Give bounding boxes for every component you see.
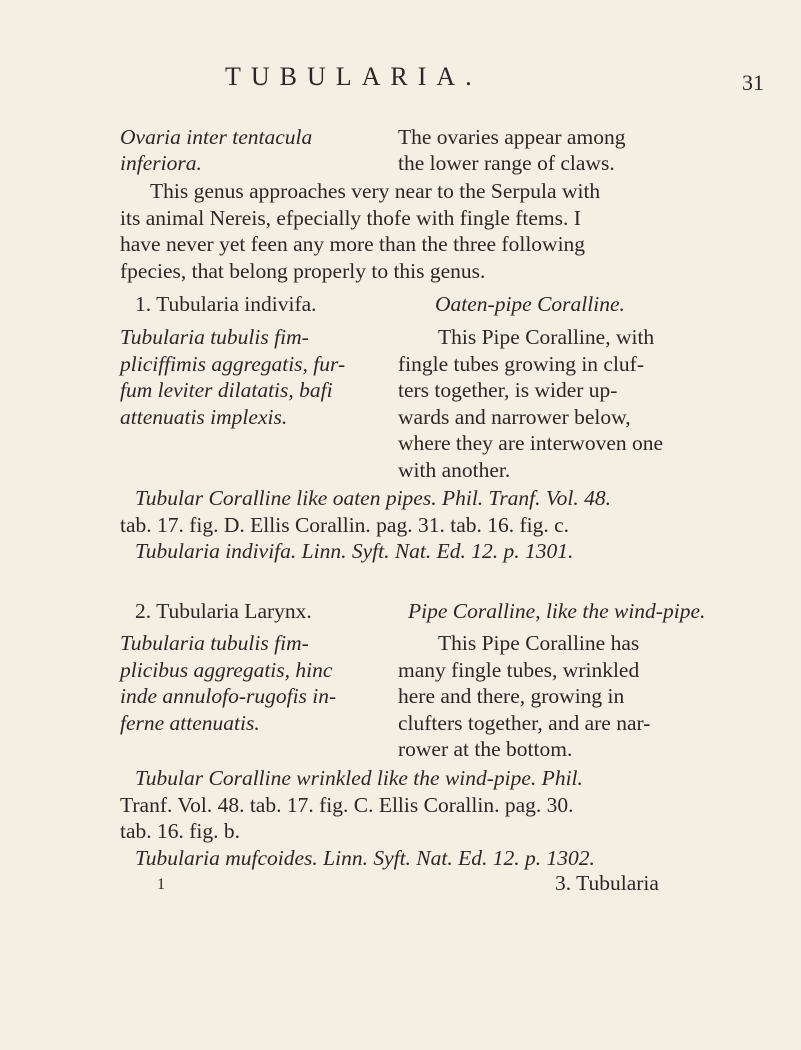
intro-line: its animal Nereis, efpecially thofe with fingle ftems. I (120, 205, 581, 230)
ovaria-latin-line-1: Ovaria inter tentacula (120, 125, 313, 149)
reference-line: Tubular Coralline wrinkled like the wind-pipe. Phil. (135, 766, 583, 790)
species-2-english-description (398, 630, 663, 763)
description-line: plicibus aggregatis, hinc (120, 657, 333, 682)
ovaria-latin-line-2: inferiora. (120, 151, 202, 175)
species-1-name: 1. Tubularia indivifa. (135, 292, 317, 316)
reference-line: Tubular Coralline like oaten pipes. Phil. Tranf. Vol. 48. (135, 486, 612, 510)
species-2-references (120, 765, 665, 871)
species-1-english-description (398, 324, 663, 484)
signature-mark: 1 (157, 876, 165, 893)
description-line: where they are interwoven one (398, 431, 664, 456)
description-line: here and there, growing in (398, 684, 625, 709)
species-2-name: 2. Tubularia Larynx. (135, 599, 312, 623)
description-line: clufters together, and are nar- (398, 710, 651, 735)
reference-line: tab. 16. fig. b. (120, 819, 241, 844)
intro-line: fpecies, that belong properly to this genus. (120, 258, 486, 283)
reference-line: tab. 17. fig. D. Ellis Corallin. pag. 31. tab. 16. fig. c. (120, 512, 570, 537)
species-1-latin-description (120, 324, 380, 430)
description-line: Tubularia tubulis fim- (120, 325, 309, 349)
intro-paragraph (120, 178, 650, 284)
reference-line: Tranf. Vol. 48. tab. 17. fig. C. Ellis Corallin. pag. 30. (120, 792, 574, 817)
description-line: This Pipe Coralline, with (438, 325, 655, 349)
species-2-english-name: Pipe Coralline, like the wind-pipe. (408, 599, 706, 623)
species-2-latin-description (120, 630, 380, 736)
intro-line: have never yet feen any more than the three following (120, 232, 586, 257)
description-line: ferne attenuatis. (120, 710, 260, 735)
description-line: with another. (398, 457, 511, 482)
page-header (0, 62, 801, 102)
reference-line: Tubularia indivifa. Linn. Syft. Nat. Ed. 12. p. 1301. (135, 539, 574, 564)
catchword: 3. Tubularia (555, 871, 659, 895)
description-line: ters together, is wider up- (398, 378, 618, 403)
intro-line: This genus approaches very near to the Serpula with (150, 179, 601, 203)
description-line: fingle tubes growing in cluf- (398, 351, 645, 376)
reference-line: Tubularia mufcoides. Linn. Syft. Nat. Ed. 12. p. 1302. (135, 845, 595, 870)
description-line: rower at the bottom. (398, 737, 573, 762)
ovaria-english-line-2: the lower range of claws. (398, 151, 615, 175)
description-line: attenuatis implexis. (120, 404, 288, 429)
description-line: inde annulofo-rugofis in- (120, 684, 337, 709)
running-head: TUBULARIA. (225, 62, 482, 91)
description-line: fum leviter dilatatis, bafi (120, 378, 333, 403)
description-line: wards and narrower below, (398, 404, 631, 429)
page-number: 31 (742, 70, 764, 95)
description-line: This Pipe Coralline has (438, 631, 640, 655)
description-line: pliciffimis aggregatis, fur- (120, 351, 346, 376)
species-1-references (120, 485, 665, 565)
description-line: Tubularia tubulis fim- (120, 631, 309, 655)
species-1-english-name: Oaten-pipe Coralline. (435, 292, 625, 316)
description-line: many fingle tubes, wrinkled (398, 657, 640, 682)
ovaria-english-line-1: The ovaries appear among (398, 125, 626, 149)
